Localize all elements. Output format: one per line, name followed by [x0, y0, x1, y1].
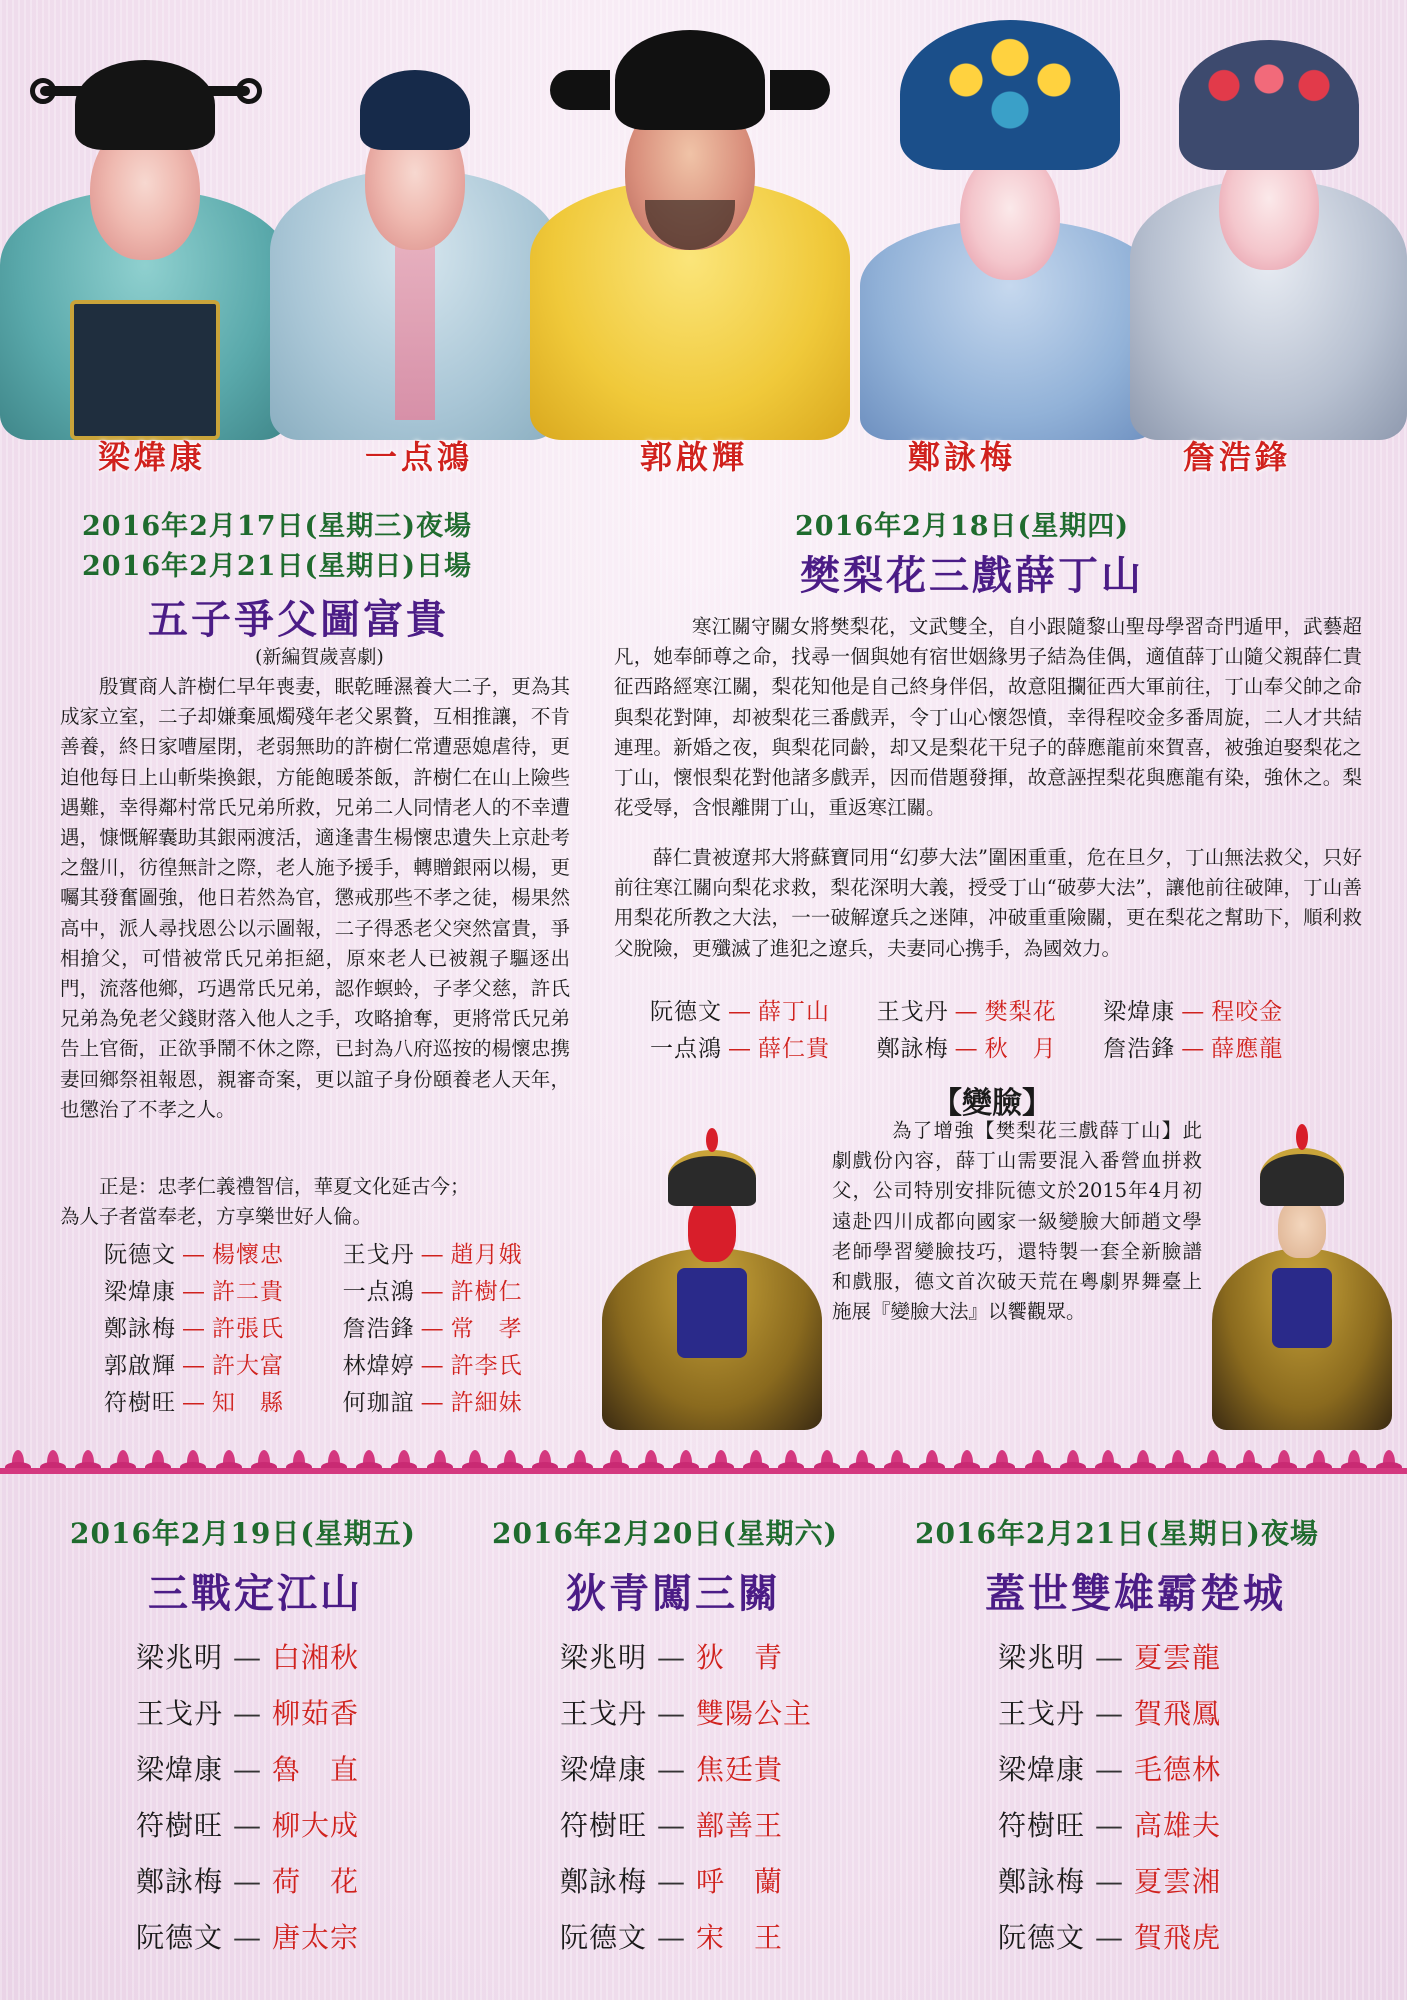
show-2-para-2: 薛仁貴被遼邦大將蘇寶同用“幻夢大法”圍困重重，危在旦夕，丁山無法救父，只好前往寒江關向梨花求救，梨花深明大義，授受丁山“破夢大法”，讓他前往破陣，丁山善用梨花所教之大法，一一破解遼兵之迷陣，冲破重重險關，更在梨花之幫助下，順利救父脫險，更殲滅了進犯之遼兵，夫妻同心携手，為國效力。 — [614, 846, 1362, 960]
show-2-cast-list — [650, 993, 1283, 1067]
show-1-moral-1: 正是：忠孝仁義禮智信，華夏文化延古今； — [99, 1175, 470, 1198]
cast-role: 雙陽公主 — [696, 1697, 813, 1730]
show-1-subtitle: (新編賀歲喜劇) — [255, 646, 384, 668]
cast-row — [998, 1804, 1221, 1860]
cast-actor: 梁煒康 — [560, 1753, 648, 1786]
cast-dash: — — [954, 1036, 979, 1062]
cast-actor: 符樹旺 — [104, 1390, 176, 1416]
cast-role: 常 孝 — [450, 1316, 523, 1342]
cast-row — [560, 1748, 812, 1804]
show-1-date-2: 2016年2月21日(星期日)日場 — [82, 551, 473, 582]
cast-role: 狄 青 — [696, 1641, 784, 1674]
cast-row — [136, 1804, 359, 1860]
cast-dash: — — [1095, 1921, 1125, 1954]
cast-actor: 阮德文 — [104, 1242, 176, 1268]
cast-dash: — — [1095, 1697, 1125, 1730]
cast-dash: — — [182, 1242, 206, 1268]
cast-row — [104, 1384, 523, 1421]
bianlian-text: 為了增強【樊梨花三戲薛丁山】此劇戲份內容，薛丁山需要混入番營血拼救父，公司特別安排阮德文於2015年4月初遠赴四川成都向國家一級變臉大師趙文學老師學習變臉技巧，還特製一套全新臉譜和戲服，德文首次破天荒在粵劇界舞臺上施展『變臉大法』以饗觀眾。 — [832, 1119, 1202, 1324]
cast-actor: 林煒婷 — [342, 1353, 415, 1379]
cast-role: 許樹仁 — [450, 1279, 523, 1305]
show-2-date: 2016年2月18日(星期四) — [795, 511, 1130, 542]
portrait-3 — [530, 0, 850, 440]
show-1-date-1: 2016年2月17日(星期三)夜場 — [82, 511, 473, 542]
cast-row — [998, 1748, 1221, 1804]
cast-actor: 梁兆明 — [136, 1641, 224, 1674]
cast-role: 賀飛鳳 — [1134, 1697, 1222, 1730]
cast-dash: — — [728, 1036, 752, 1062]
cast-dash: — — [233, 1697, 263, 1730]
cast-row — [998, 1860, 1221, 1916]
cast-dash: — — [182, 1353, 206, 1379]
cast-row — [104, 1236, 523, 1273]
cast-role: 柳茹香 — [272, 1697, 360, 1730]
cast-dash: — — [1095, 1809, 1125, 1842]
cast-role: 趙月娥 — [450, 1242, 523, 1268]
cast-actor: 一点鴻 — [650, 1036, 722, 1062]
cast-role: 薛應龍 — [1211, 1036, 1284, 1062]
cast-actor: 王戈丹 — [342, 1242, 415, 1268]
cast-row — [136, 1748, 359, 1804]
cast-actor: 阮德文 — [650, 999, 722, 1025]
cast-actor: 郭啟輝 — [104, 1353, 176, 1379]
cast-actor: 鄭詠梅 — [998, 1865, 1086, 1898]
cast-dash: — — [657, 1809, 687, 1842]
actor-name-4: 鄭詠梅 — [908, 438, 1017, 476]
cast-row — [136, 1636, 359, 1692]
cast-dash: — — [233, 1865, 263, 1898]
show-1-title: 五子爭父圖富貴 — [148, 597, 449, 643]
cast-role: 許細妹 — [450, 1390, 523, 1416]
cast-dash: — — [420, 1242, 445, 1268]
cast-actor: 王戈丹 — [876, 999, 949, 1025]
show-4-title: 狄青闖三關 — [566, 1571, 781, 1617]
cast-dash: — — [657, 1753, 687, 1786]
cast-actor: 王戈丹 — [136, 1697, 224, 1730]
cast-role: 鄯善王 — [696, 1809, 784, 1842]
cast-dash: — — [728, 999, 752, 1025]
cast-actor: 梁兆明 — [998, 1641, 1086, 1674]
cast-role: 夏雲湘 — [1134, 1865, 1222, 1898]
cast-actor: 一点鴻 — [342, 1279, 415, 1305]
cast-role: 宋 王 — [696, 1921, 784, 1954]
cast-actor: 鄭詠梅 — [104, 1316, 176, 1342]
cast-row — [998, 1916, 1221, 1972]
cast-actor: 何珈誼 — [342, 1390, 415, 1416]
cast-role: 許張氏 — [212, 1316, 284, 1342]
cast-dash: — — [954, 999, 979, 1025]
cast-role: 唐太宗 — [272, 1921, 360, 1954]
cast-dash: — — [233, 1753, 263, 1786]
cast-dash: — — [1095, 1865, 1125, 1898]
cast-role: 柳大成 — [272, 1809, 360, 1842]
cast-dash: — — [420, 1390, 445, 1416]
cast-row — [650, 993, 1283, 1030]
cast-role: 許二貴 — [212, 1279, 284, 1305]
cast-role: 魯 直 — [272, 1753, 360, 1786]
cast-role: 薛仁貴 — [758, 1036, 830, 1062]
actor-name-1: 梁煒康 — [98, 438, 207, 476]
cast-dash: — — [233, 1809, 263, 1842]
cast-dash: — — [657, 1641, 687, 1674]
cast-row — [650, 1030, 1283, 1067]
cast-role: 樊梨花 — [984, 999, 1057, 1025]
bianlian-masked-performer — [602, 1128, 822, 1430]
cast-role: 程咬金 — [1211, 999, 1284, 1025]
cast-actor: 鄭詠梅 — [876, 1036, 949, 1062]
cast-role: 賀飛虎 — [1134, 1921, 1222, 1954]
cast-row — [560, 1636, 812, 1692]
cast-dash: — — [233, 1921, 263, 1954]
show-2-para-1: 寒江關守關女將樊梨花，文武雙全，自小跟隨黎山聖母學習奇門遁甲，武藝超凡，她奉師尊之命，找尋一個與她有宿世姻緣男子結為佳偶，適值薛丁山隨父親薛仁貴征西路經寒江關，梨花知他是自己終身伴侶，故意阻攔征西大軍前往，丁山奉父帥之命與梨花對陣，却被梨花三番戲弄，令丁山心懷怨憤，幸得程咬金多番周旋，二人才共結連理。新婚之夜，與梨花同齡，却又是梨花干兒子的薛應龍前來賀喜，被強迫娶梨花之丁山，懷恨梨花對他諸多戲弄，因而借題發揮，故意誣捏梨花與應龍有染，強休之。梨花受辱，含恨離開丁山，重返寒江關。 — [614, 615, 1362, 820]
cast-actor: 阮德文 — [560, 1921, 648, 1954]
show-3-date: 2016年2月19日(星期五) — [70, 1517, 416, 1550]
cast-row — [998, 1636, 1221, 1692]
show-5-title: 蓋世雙雄霸楚城 — [985, 1571, 1286, 1617]
bianlian-unmasked-performer — [1212, 1118, 1392, 1430]
actor-name-5: 詹浩鋒 — [1183, 438, 1292, 476]
show-1-moral-2: 為人子者當奉老，方享樂世好人倫。 — [60, 1205, 373, 1228]
actor-name-3: 郭啟輝 — [640, 438, 749, 476]
cast-dash: — — [182, 1279, 206, 1305]
cast-dash: — — [657, 1697, 687, 1730]
cast-role: 秋 月 — [984, 1036, 1057, 1062]
cast-dash: — — [233, 1641, 263, 1674]
cast-role: 毛德林 — [1134, 1753, 1222, 1786]
cast-actor: 王戈丹 — [998, 1697, 1086, 1730]
cast-row — [104, 1273, 523, 1310]
cast-actor: 梁煒康 — [998, 1753, 1086, 1786]
cast-role: 高雄夫 — [1134, 1809, 1222, 1842]
cast-role: 許李氏 — [450, 1353, 523, 1379]
cast-actor: 梁兆明 — [560, 1641, 648, 1674]
cast-actor: 符樹旺 — [998, 1809, 1086, 1842]
cast-actor: 梁煒康 — [136, 1753, 224, 1786]
cast-dash: — — [182, 1390, 206, 1416]
cast-dash: — — [657, 1921, 687, 1954]
show-2-title: 樊梨花三戲薛丁山 — [800, 553, 1144, 599]
cast-actor: 梁煒康 — [1103, 999, 1176, 1025]
cast-row — [560, 1804, 812, 1860]
cast-dash: — — [1181, 999, 1206, 1025]
cast-dash: — — [1095, 1753, 1125, 1786]
show-4-cast-list — [560, 1636, 812, 1972]
portrait-2 — [270, 0, 560, 440]
cast-actor: 符樹旺 — [560, 1809, 648, 1842]
show-3-cast-list — [136, 1636, 359, 1972]
cast-row — [560, 1692, 812, 1748]
cast-dash: — — [1181, 1036, 1206, 1062]
show-1-synopsis: 殷實商人許樹仁早年喪妻，眠乾睡濕養大二子，更為其成家立室，二子却嫌棄風燭殘年老父累贅，互相推讓，不肯善養，終日家嘈屋閉，老弱無助的許樹仁常遭惡媳虐待，更迫他每日上山斬柴換銀，方能飽暖茶飯，許樹仁在山上險些遇難，幸得鄰村常氏兄弟所救，兄弟二人同情老人的不幸遭遇，慷慨解囊助其銀兩渡活，適逢書生楊懷忠遺失上京赴考之盤川，彷徨無計之際，老人施予援手，轉贈銀兩以楊，更囑其發奮圖強，他日若然為官，懲戒那些不孝之徒，楊果然高中，派人尋找恩公以示圖報，二子得悉老父突然富貴，爭相搶父，可惜被常氏兄弟拒絕，原來老人已被親子驅逐出門，流落他鄉，巧遇常氏兄弟，認作螟蛉，子孝父慈，許氏兄弟為免老父錢財落入他人之手，攻略搶奪，更將常氏兄弟告上官衙，正欲爭鬧不休之際，已封為八府巡按的楊懷忠携妻回鄉祭祖報恩，親審奇案，更以誼子身份頤養老人天年，也懲治了不孝之人。 — [60, 675, 570, 1121]
cast-role: 知 縣 — [212, 1390, 284, 1416]
cast-row — [560, 1860, 812, 1916]
cast-role: 白湘秋 — [272, 1641, 360, 1674]
cast-row — [560, 1916, 812, 1972]
cast-role: 薛丁山 — [758, 999, 830, 1025]
cast-row — [136, 1692, 359, 1748]
portrait-5 — [1130, 0, 1407, 440]
cast-row — [104, 1310, 523, 1347]
show-5-cast-list — [998, 1636, 1221, 1972]
cast-role: 荷 花 — [272, 1865, 360, 1898]
cast-dash: — — [420, 1279, 445, 1305]
cast-role: 夏雲龍 — [1134, 1641, 1222, 1674]
show-3-title: 三戰定江山 — [148, 1571, 363, 1617]
cast-row — [998, 1692, 1221, 1748]
show-1-cast-list — [104, 1236, 523, 1421]
cast-dash: — — [1095, 1641, 1125, 1674]
cast-dash: — — [420, 1316, 445, 1342]
cast-actor: 阮德文 — [136, 1921, 224, 1954]
show-4-date: 2016年2月20日(星期六) — [492, 1517, 838, 1550]
divider-line — [0, 1468, 1407, 1474]
cast-dash: — — [182, 1316, 206, 1342]
portrait-4 — [860, 0, 1160, 440]
cast-dash: — — [657, 1865, 687, 1898]
show-5-date: 2016年2月21日(星期日)夜場 — [915, 1517, 1319, 1550]
cast-role: 楊懷忠 — [212, 1242, 284, 1268]
cast-actor: 鄭詠梅 — [560, 1865, 648, 1898]
cast-role: 呼 蘭 — [696, 1865, 784, 1898]
cast-dash: — — [420, 1353, 445, 1379]
cast-actor: 王戈丹 — [560, 1697, 648, 1730]
cast-actor: 詹浩鋒 — [342, 1316, 415, 1342]
cast-actor: 詹浩鋒 — [1103, 1036, 1176, 1062]
cast-actor: 阮德文 — [998, 1921, 1086, 1954]
cast-role: 許大富 — [212, 1353, 284, 1379]
cast-actor: 鄭詠梅 — [136, 1865, 224, 1898]
cast-row — [104, 1347, 523, 1384]
bianlian-heading: 【變臉】 — [932, 1086, 1052, 1121]
cast-role: 焦廷貴 — [696, 1753, 784, 1786]
cast-row — [136, 1860, 359, 1916]
mandarin-square — [70, 300, 220, 440]
actor-name-2: 一点鴻 — [365, 438, 474, 476]
cast-actor: 符樹旺 — [136, 1809, 224, 1842]
cast-row — [136, 1916, 359, 1972]
portrait-1 — [0, 0, 290, 440]
cast-actor: 梁煒康 — [104, 1279, 176, 1305]
